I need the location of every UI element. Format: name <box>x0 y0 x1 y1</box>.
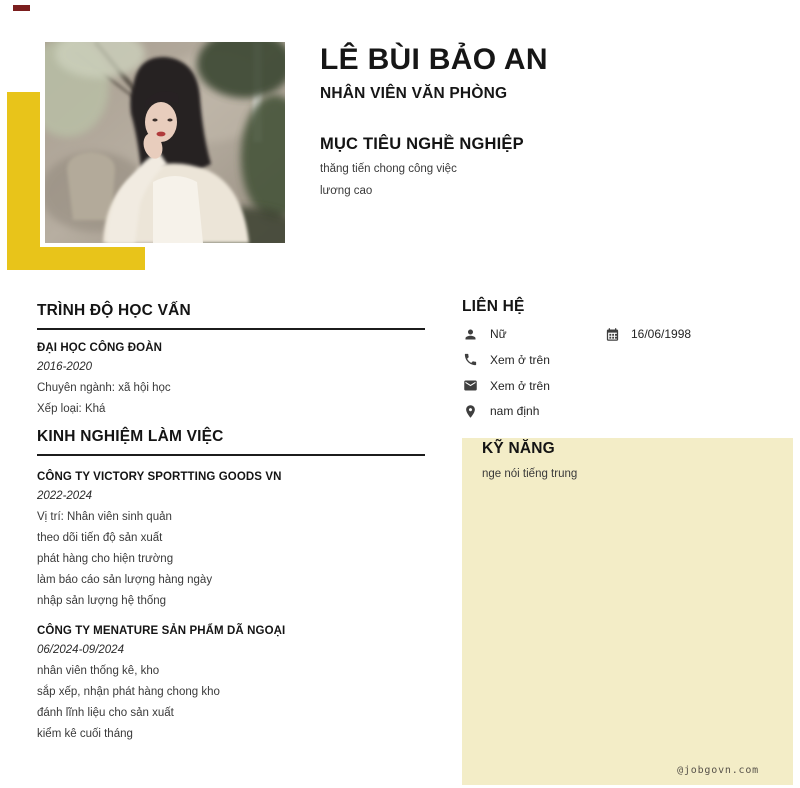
yellow-accent-vertical-bar <box>7 92 40 270</box>
skill-line: nge nói tiếng trung <box>482 468 578 480</box>
experience-detail: phát hàng cho hiện trường <box>37 552 174 565</box>
profile-photo-illustration <box>45 42 285 243</box>
education-detail: Xếp loại: Khá <box>37 402 106 415</box>
email-icon <box>463 378 478 393</box>
school-name: ĐẠI HỌC CÔNG ĐOÀN <box>37 342 163 354</box>
corner-accent-mark <box>13 5 30 11</box>
birthday-group <box>605 327 691 342</box>
experience-detail: theo dõi tiến độ sản xuất <box>37 531 163 544</box>
education-detail: Chuyên ngành: xã hội học <box>37 381 171 394</box>
birthday-value: 16/06/1998 <box>631 327 692 342</box>
experience-detail: đánh lĩnh liệu cho sản xuất <box>37 706 174 719</box>
experience-detail: Vị trí: Nhân viên sinh quản <box>37 510 172 523</box>
objective-heading: MỤC TIÊU NGHỀ NGHIỆP <box>320 135 524 153</box>
section-objective <box>320 135 740 197</box>
education-entry <box>37 343 425 415</box>
experience-period: 06/2024-09/2024 <box>37 643 124 656</box>
objective-line: lương cao <box>320 184 373 197</box>
skills-heading: KỸ NĂNG <box>482 440 555 457</box>
experience-detail: làm báo cáo sản lượng hàng ngày <box>37 573 213 586</box>
section-experience <box>37 425 425 740</box>
phone-value: Xem ở trên <box>490 352 550 367</box>
yellow-accent-horizontal-bar <box>7 247 145 270</box>
header-block <box>320 44 548 103</box>
experience-detail: sắp xếp, nhận phát hàng chong kho <box>37 685 220 698</box>
experience-period: 2022-2024 <box>37 489 92 502</box>
phone-icon <box>463 352 478 367</box>
location-icon <box>463 404 478 419</box>
education-period: 2016-2020 <box>37 360 92 373</box>
contact-row-phone <box>462 352 795 367</box>
company-name: CÔNG TY MENATURE SẢN PHẨM DÃ NGOẠI <box>37 625 286 637</box>
job-title: NHÂN VIÊN VĂN PHÒNG <box>320 85 508 102</box>
person-icon <box>463 327 478 342</box>
experience-entry <box>37 626 425 740</box>
contact-heading: LIÊN HỆ <box>462 298 525 315</box>
company-name: CÔNG TY VICTORY SPORTTING GOODS VN <box>37 471 282 483</box>
candidate-name: LÊ BÙI BẢO AN <box>320 43 548 76</box>
gender-value: Nữ <box>490 327 507 342</box>
watermark: @jobgovn.com <box>677 765 759 776</box>
experience-heading: KINH NGHIỆM LÀM VIỆC <box>37 425 425 456</box>
education-heading: TRÌNH ĐỘ HỌC VẤN <box>37 299 425 330</box>
experience-detail: nhập sản lượng hệ thống <box>37 594 167 607</box>
section-education <box>37 299 425 415</box>
experience-detail: kiểm kê cuối tháng <box>37 727 133 740</box>
experience-entry <box>37 472 425 607</box>
calendar-icon <box>605 327 620 342</box>
contact-row-email <box>462 378 795 393</box>
address-value: nam định <box>490 404 540 419</box>
section-skills <box>462 438 793 785</box>
profile-photo <box>45 42 285 243</box>
contact-row-gender-birthday <box>462 327 795 342</box>
section-contact <box>462 296 795 419</box>
contact-row-address <box>462 404 795 419</box>
objective-line: thăng tiến chong công việc <box>320 163 457 175</box>
email-value: Xem ở trên <box>490 378 550 393</box>
experience-detail: nhân viên thống kê, kho <box>37 664 160 677</box>
